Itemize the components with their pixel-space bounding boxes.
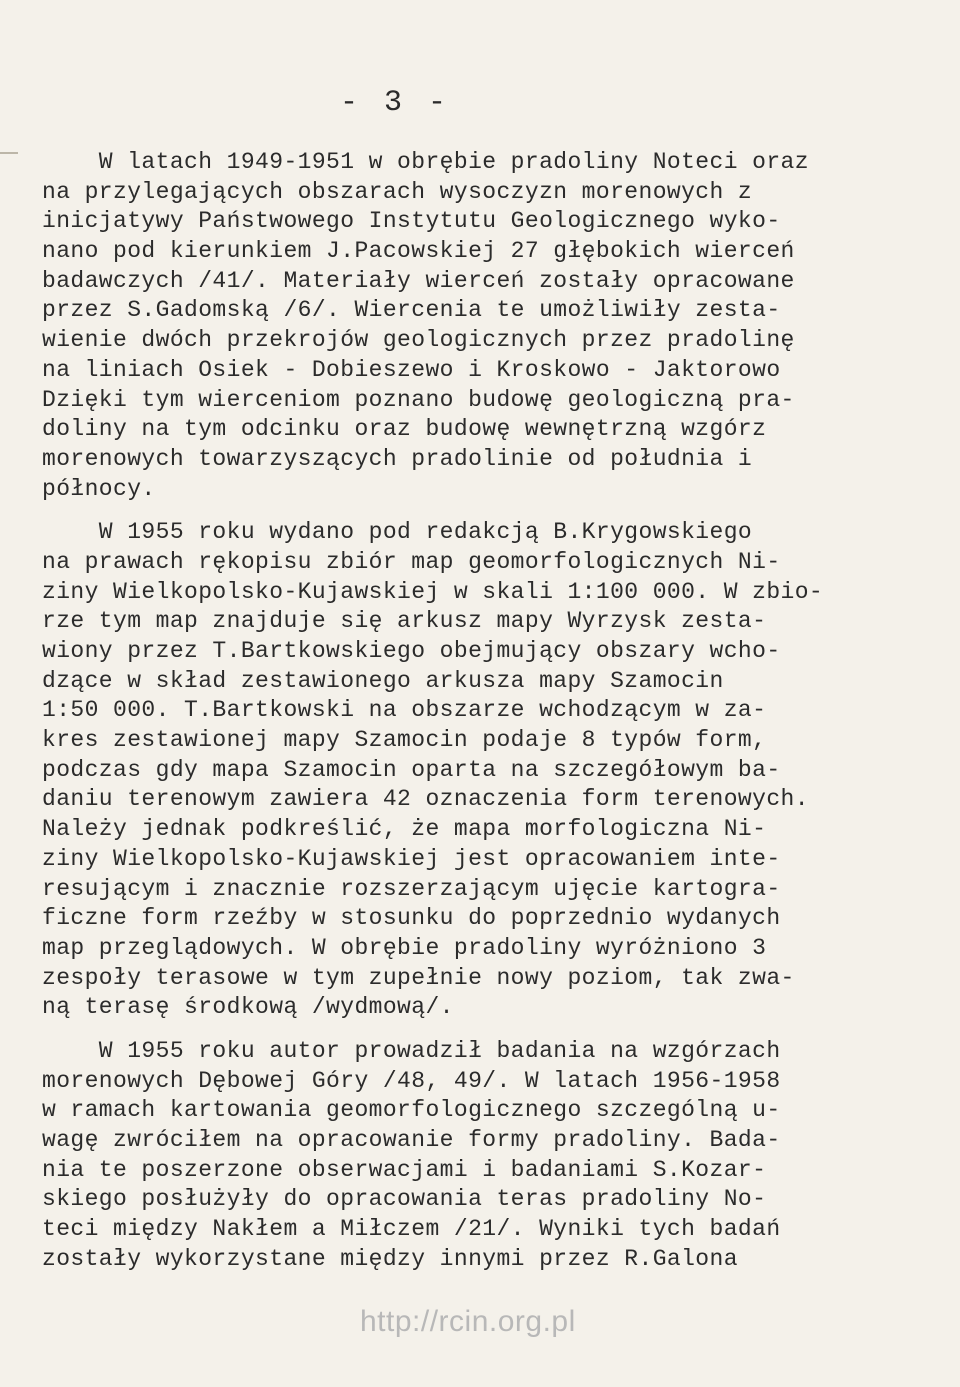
text-line: ziny Wielkopolsko-Kujawskiej w skali 1:100 000. W zbio-	[42, 578, 824, 605]
text-line: Dzięki tym wierceniom poznano budowę geologiczną pra-	[42, 386, 795, 413]
text-line: W 1955 roku autor prowadził badania na wzgórzach	[42, 1037, 781, 1064]
text-line: map przeglądowych. W obrębie pradoliny wyróżniono 3	[42, 934, 767, 961]
text-line: kres zestawionej mapy Szamocin podaje 8 typów form,	[42, 727, 767, 754]
text-line: nia te poszerzone obserwacjami i badaniami S.Kozar-	[42, 1156, 767, 1183]
text-line: przez S.Gadomską /6/. Wiercenia te umożliwiły zesta-	[42, 297, 781, 324]
text-line: wiony przez T.Bartkowskiego obejmujący obszary wcho-	[42, 638, 781, 664]
text-line: morenowych Dębowej Góry /48, 49/. W latach 1956-1958	[42, 1067, 781, 1094]
body-text	[42, 148, 902, 1274]
paragraph	[42, 1037, 902, 1275]
text-line: inicjatywy Państwowego Instytutu Geologicznego wyko-	[42, 208, 781, 235]
text-line: morenowych towarzyszących pradolinie od południa i	[42, 445, 753, 472]
text-line: na liniach Osiek - Dobieszewo i Kroskowo - Jaktorowo	[42, 356, 781, 383]
text-line: wagę zwróciłem na opracowanie formy pradoliny. Bada-	[42, 1127, 781, 1153]
text-line: na prawach rękopisu zbiór map geomorfologicznych Ni-	[42, 548, 781, 575]
text-line: ficzne form rzeźby w stosunku do poprzednio wydanych	[42, 905, 781, 932]
watermark: http://rcin.org.pl	[360, 1305, 576, 1338]
text-line: teci między Nakłem a Miłczem /21/. Wyniki tych badań	[42, 1216, 781, 1243]
text-line: ziny Wielkopolsko-Kujawskiej jest opracowaniem inte-	[42, 845, 781, 872]
text-line: 1:50 000. T.Bartkowski na obszarze wchodzącym w za-	[42, 697, 767, 724]
text-line: nano pod kierunkiem J.Pacowskiej 27 głębokich wierceń	[42, 238, 795, 265]
text-line: na przylegających obszarach wysoczyzn morenowych z	[42, 178, 753, 205]
text-line: resującym i znacznie rozszerzającym ujęcie kartogra-	[42, 875, 781, 902]
text-line: doliny na tym odcinku oraz budowę wewnętrzną wzgórz	[42, 416, 767, 443]
text-line: zespoły terasowe w tym zupełnie nowy poziom, tak zwa-	[42, 964, 795, 991]
text-line: dzące w skład zestawionego arkusza mapy Szamocin	[42, 667, 724, 694]
text-line: rze tym map znajduje się arkusz mapy Wyrzysk zesta-	[42, 608, 767, 635]
text-line: Należy jednak podkreślić, że mapa morfologiczna Ni-	[42, 816, 767, 843]
text-line: wienie dwóch przekrojów geologicznych przez pradolinę	[42, 327, 795, 354]
margin-mark	[0, 152, 18, 154]
text-line: zostały wykorzystane między innymi przez R.Galona	[42, 1245, 738, 1272]
text-line: podczas gdy mapa Szamocin oparta na szczegółowym ba-	[42, 756, 781, 783]
text-line: W latach 1949-1951 w obrębie pradoliny Noteci oraz	[42, 149, 809, 175]
text-line: w ramach kartowania geomorfologicznego szczególną u-	[42, 1097, 781, 1124]
text-line: W 1955 roku wydano pod redakcją B.Krygowskiego	[42, 519, 753, 546]
text-line: badawczych /41/. Materiały wierceń zostały opracowane	[42, 267, 795, 294]
text-line: daniu terenowym zawiera 42 oznaczenia form terenowych.	[42, 786, 809, 813]
paragraph	[42, 518, 902, 1023]
text-line: ną terasę środkową /wydmową/.	[42, 994, 454, 1021]
text-line: północy.	[42, 475, 156, 502]
paragraph	[42, 148, 902, 504]
text-line: skiego posłużyły do opracowania teras pradoliny No-	[42, 1186, 767, 1213]
page-number: - 3 -	[340, 86, 451, 120]
